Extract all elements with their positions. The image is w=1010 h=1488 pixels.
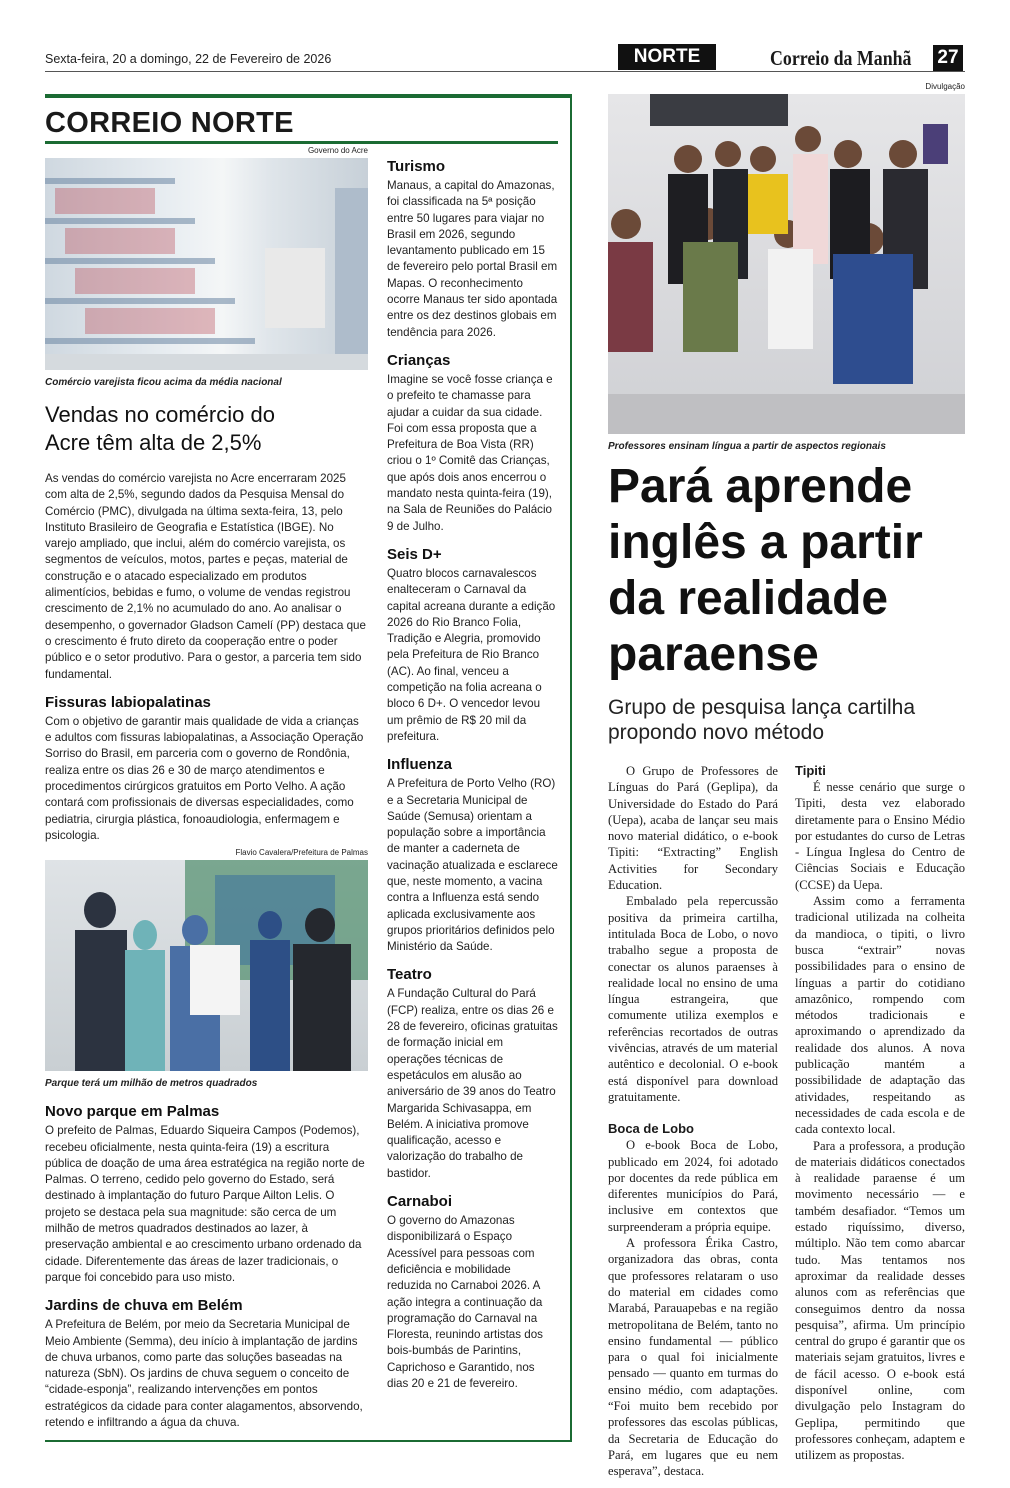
brief-body: Manaus, a capital do Amazonas, foi classificada na 5ª posição entre 50 lugares para viajar no Brasil em 2026, segundo levantamento publicado em 15 de fevereiro pelo portal Brasil em Mapas. O reconhecimento ocorre Manaus ter sido apontada entre os dez destinos globais em tendência para 2026.: [387, 179, 558, 339]
brief-carnaboi: [387, 1192, 558, 1392]
photo-caption: Comércio varejista ficou acima da média nacional: [45, 377, 282, 388]
page-number: 27: [933, 45, 963, 71]
paragraph: O e-book Boca de Lobo, publicado em 2024, foi adotado por docentes da rede pública em diferentes municípios do Pará, inclusive em contextos que surpreenderam a própria equipe.: [608, 1138, 778, 1234]
article-column-2: [795, 763, 965, 1479]
brief-body: Quatro blocos carnavalescos enalteceram o Carnaval da capital acreana durante a edição 2026 do Rio Branco Folia, Tradição e Alegria, promovido pela Prefeitura de Rio Branco (AC). Ao final, venceu a competição na folia acreana o bloco 6 D+. O vencedor levou um prêmio de R$ 20 mil da prefeitura.: [387, 566, 556, 743]
brief-fissuras: [45, 693, 368, 844]
paragraph: Assim como a ferramenta tradicional utilizada na colheita da mandioca, o tipiti, o livro busca “extrair” novas possibilidades para o ensino de línguas a partir do cotidiano amazônico, rompendo com métodos tradicionais e aproximando o aprendizado da realidade dos alunos. A nova publicação mantém a possibilidade de adaptação das atividades, respeitando as necessidades de cada escola e de cada contexto local.: [795, 894, 965, 1137]
subheading: Tipiti: [795, 763, 826, 778]
box-border-bottom: [45, 1440, 572, 1442]
palmas-ceremony-photo: [45, 860, 368, 1071]
brief-title: Fissuras labiopalatinas: [45, 693, 211, 711]
photo-credit: Flavio Cavalera/Prefeitura de Palmas: [235, 848, 368, 858]
brief-title: Influenza: [387, 756, 453, 774]
paragraph: É nesse cenário que surge o Tipiti, desta vez elaborado diretamente para o Ensino Médio por estudantes do curso de Letras - Língua Inglesa do Centro de Ciências Sociais e Educação (CCSE) da Uepa.: [795, 780, 965, 892]
headline-line: Vendas no comércio do: [45, 402, 275, 427]
box-border-top: [45, 94, 572, 98]
photo-caption: Parque terá um milhão de metros quadrados: [45, 1078, 258, 1090]
article-headline: Pará aprende inglês a partir da realidade paraense: [608, 460, 923, 681]
photo-credit: Governo do Acre: [307, 146, 368, 155]
paragraph: Para a professora, a produção de materiais didáticos conectados à realidade paraense é um movimento necessário — e também desafiador. “Temos um estado riquíssimo, diverso, múltiplo. Não tem como abarcar tudo. Mas tentamos nos aproximar da realidade desses alunos com as referências que conseguimos dentro da nossa pesquisa”, afirma. Um princípio central do grupo é garantir que os materiais sejam gratuitos, livres e de fácil acesso. O e-book está disponível online, com divulgação pelo Instagram do Geplipa, permitindo que professores conheçam, adaptem e utilizem as propostas.: [795, 1138, 965, 1463]
brief-body: A Prefeitura de Belém, por meio da Secretaria Municipal de Meio Ambiente (Semma), deu início à implantação de jardins de chuva urbanos, como parte das soluções baseadas na natureza (SbN). Os jardins de chuva seguem o conceito de “cidade-esponja”, realizando intervenções em pontos estratégicos da cidade para conter alagamentos, absorvendo, retendo e infiltrando a água da chuva.: [45, 1318, 363, 1429]
subheading: Boca de Lobo: [608, 1121, 694, 1137]
brief-criancas: [387, 351, 558, 535]
brief-body: O governo do Amazonas disponibilizará o Espaço Acessível para pessoas com deficiência e mobilidade reduzida no Carnaboi 2026. A ação integra a continuação da programação do Carnaval na Floresta, reunindo artistas dos bois-bumbás de Parintins, Caprichoso e Garantido, nos dias 20 e 21 de fevereiro.: [387, 1214, 543, 1390]
box-border-right: [570, 94, 572, 1442]
column-title: CORREIO NORTE: [45, 107, 294, 139]
photo-credit: Divulgação: [925, 82, 965, 91]
article-body: As vendas do comércio varejista no Acre encerraram 2025 com alta de 2,5%, segundo dados da Pesquisa Mensal do Comércio (PMC), divulgada na última sexta-feira, 13, pelo Instituto Brasileiro de Geografia e Estatística (IBGE). No varejo ampliado, que inclui, além do comércio varejista, os segmentos de veículos, motos, partes e peças, material de construção e o atacado especializado em produtos alimentícios, bebidas e fumo, o volume de vendas registrou crescimento de 2,1% no acumulado do ano. Ao analisar o desempenho, o governador Gladson Camelí (PP) destaca que o crescimento é fruto direto da cooperação entre o poder público e o setor produtivo. Para o gestor, a parceria tem sido fundamental.: [45, 472, 366, 681]
brief-turismo: [387, 157, 558, 341]
article-headline: [45, 401, 368, 457]
brief-seis-d: [387, 545, 558, 745]
paragraph: A professora Érika Castro, organizadora das obras, conta que professores relataram o uso do material em cidades como Marabá, Parauapebas e na região metropolitana de Belém, tanto no ensino fundamental — público para o qual foi inicialmente pensado — quanto em turmas do ensino médio, com adaptações. “Foi muito bem recebido por professores das escolas públicas, da Secretaria de Educação do Pará, em lugares que eu nem esperava”, destaca.: [608, 1236, 778, 1479]
section-label: NORTE: [618, 44, 716, 70]
ceremony-illustration: [45, 860, 368, 1071]
brief-title: Teatro: [387, 966, 432, 984]
headline-line: Acre têm alta de 2,5%: [45, 430, 262, 455]
brief-title: Seis D+: [387, 545, 442, 563]
header-divider: [45, 71, 965, 72]
main-article: [608, 82, 965, 1479]
brief-body: Com o objetivo de garantir mais qualidade de vida a crianças e adultos com fissuras labiopalatinas, a Associação Operação Sorriso do Brasil, em parceria com o governo de Rondônia, realiza entre os dias 26 e 30 de março atendimentos e procedimentos cirúrgicos gratuitos em Porto Velho. A ação contará com profissionais de diversas especialidades, como pediatria, cirurgia plástica, fonoaudiologia, enfermagem e psicologia.: [45, 714, 364, 842]
teachers-group-photo: [608, 94, 965, 434]
article-subheadline: Grupo de pesquisa lança cartilha propondo novo método: [608, 696, 916, 744]
title-underline: [45, 141, 558, 144]
brief-body: A Fundação Cultural do Pará (FCP) realiza, entre os dias 26 e 28 de fevereiro, oficinas gratuitas de formação inicial em operações técnicas de espetáculos em alusão ao aniversário de 39 anos do Teatro Margarida Schivasappa, em Belém. A iniciativa promove qualificação, acesso e valorização do trabalho de bastidor.: [387, 987, 558, 1180]
brief-body: Imagine se você fosse criança e o prefeito te chamasse para ajudar a cuidar da sua cidade. Foi com essa proposta que a Prefeitura de Boa Vista (RR) criou o 1º Comitê das Crianças, que após dois anos encerrou o mandato nesta quinta-feira (19), na Sala de Reuniões do Palácio 9 de Julho.: [387, 372, 553, 533]
group-illustration: [608, 94, 965, 434]
brief-body: O prefeito de Palmas, Eduardo Siqueira Campos (Podemos), recebeu oficialmente, nesta quinta-feira (19) a escritura pública de doação de uma área estratégica na região norte de Palmas. O terreno, cedido pelo governo do Estado, será destinado à implantação do futuro Parque Ailton Lelis. O projeto se destaca pela sua magnitude: são cerca de um milhão de metros quadrados destinados ao lazer, à preservação ambiental e ao crescimento urbano ordenado da cidade. Diferentemente das áreas de lazer tradicionais, o parque foi concebido para uso misto.: [45, 1124, 365, 1284]
brief-title: Turismo: [387, 158, 446, 175]
brief-body: A Prefeitura de Porto Velho (RO) e a Secretaria Municipal de Saúde (Semusa) orientam a população sobre a importância de manter a caderneta de vacinação atualizada e esclarece que, neste momento, a vacina contra a Influenza está sendo aplicada exclusivamente aos grupos prioritários definidos pelo Ministério da Saúde.: [387, 777, 558, 954]
brief-teatro: [387, 965, 558, 1182]
pharmacy-illustration: [45, 158, 368, 370]
pharmacy-photo: [45, 158, 368, 370]
issue-date: Sexta-feira, 20 a domingo, 22 de Fevereiro de 2026: [45, 52, 332, 66]
left-column: [45, 146, 368, 1431]
brief-parque: [45, 1102, 368, 1286]
brief-title: Jardins de chuva em Belém: [45, 1297, 243, 1315]
briefs-column: [387, 157, 558, 1402]
brief-title: Novo parque em Palmas: [45, 1103, 220, 1121]
brief-title: Crianças: [387, 351, 451, 369]
paragraph: O Grupo de Professores de Línguas do Pará (Geplipa), da Universidade do Estado do Pará (Uepa), acaba de lançar seu mais novo material didático, o e-book Tipiti: “Extracting” English Activities for Secondary Education.: [608, 764, 778, 893]
photo-caption: Professores ensinam língua a partir de aspectos regionais: [608, 441, 886, 452]
paragraph: Embalado pela repercussão positiva da primeira cartilha, intitulada Boca de Lobo, o novo trabalho segue a proposta de conectar os alunos paraenses à realidade local no ensino de uma língua estrangeira, que comumente utiliza exemplos e referências recortados de outras vivências, através de um material autêntico e decolonial. O e-book está disponível para download gratuitamente.: [608, 894, 778, 1104]
article-body-columns: [608, 763, 965, 1479]
brief-jardins: [45, 1296, 368, 1431]
brief-title: Carnaboi: [387, 1193, 453, 1211]
newspaper-logo: Correio da Manhã: [770, 46, 912, 70]
article-column-1: [608, 763, 778, 1479]
brief-influenza: [387, 755, 558, 955]
